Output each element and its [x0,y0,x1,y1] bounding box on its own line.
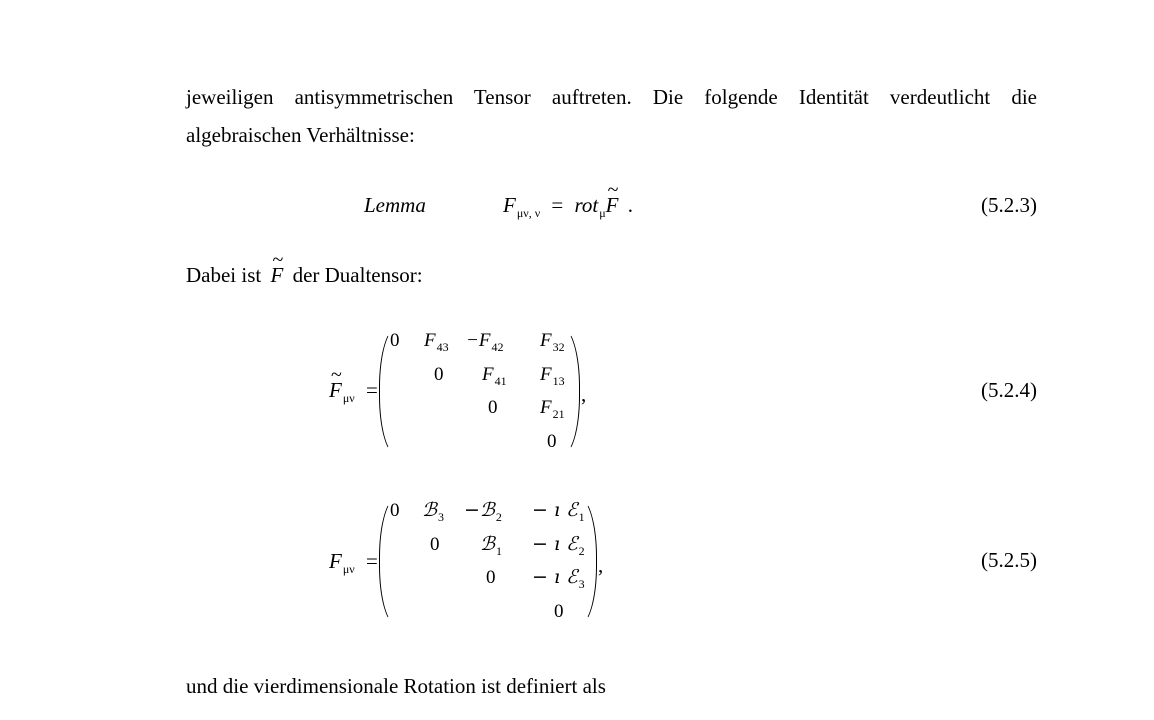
eq4-end: , [581,382,587,406]
equation-5-2-5-lhs [329,549,378,576]
m5-r1-c4: − ı ℰ$_1$ [532,499,585,524]
eq5-end: , [598,553,604,577]
equation-number-5-2-4: (5.2.4) [981,378,1037,402]
paragraph-line-1: jeweiligen antisymmetrischen Tensor auftreten. Die folgende Identität verdeutlicht die [186,85,1037,109]
m4-r2-c4: $F_{13}$ [540,364,565,388]
paragraph-2-after: der Dualtensor: [292,263,423,287]
eq5-lhs-sub: μν [342,562,355,576]
eq5-equals: = [365,549,378,573]
m5-r2-c2: 0 [430,534,440,555]
m4-r1-c1: 0 [390,330,400,351]
eq-equals: = [551,193,564,217]
eq-rhs-term: ~ F [606,195,619,216]
equation-number-5-2-3: (5.2.3) [981,193,1037,217]
eq-lhs-sub: μν, ν [516,206,541,220]
paragraph-3: und die vierdimensionale Rotation ist definiert als [186,674,606,698]
dual-tensor-symbol: ~ F [270,265,283,286]
equation-number-5-2-5: (5.2.5) [981,548,1037,572]
m5-r1-c1: 0 [390,500,400,521]
m5-r4-c4: 0 [554,601,564,622]
eq4-lhs-sub: μν [342,391,355,405]
paragraph-2-before: Dabei ist [186,263,262,287]
paragraph-line-2: algebraischen Verhältnisse: [186,123,415,147]
equation-5-2-3 [503,193,633,220]
eq-lhs: F [503,193,516,217]
m5-r3-c3: 0 [486,567,496,588]
m4-r1-c3: $-F_{42}$ [466,330,504,354]
m4-r1-c4: $F_{32}$ [540,330,565,354]
eq4-equals: = [365,378,378,402]
m5-r2-c3: ℬ$_1$ [480,533,502,558]
m4-r3-c3: 0 [488,397,498,418]
eq-end: . [627,193,633,217]
paragraph-2 [186,265,423,286]
eq-rhs-sub: μ [599,206,606,220]
m4-r1-c2: $F_{43}$ [424,330,449,354]
m4-r2-c2: 0 [434,364,444,385]
m5-r2-c4: − ı ℰ$_2$ [532,533,585,558]
m4-r2-c3: $F_{41}$ [482,364,507,388]
m5-r3-c4: − ı ℰ$_3$ [532,566,585,591]
lemma-label: Lemma [364,193,426,217]
m5-r1-c2: ℬ$_3$ [422,499,444,524]
m4-r4-c4: 0 [547,431,557,452]
equation-5-2-4-lhs [329,378,378,405]
eq5-lhs: F [329,549,342,573]
eq4-lhs: ~ F [329,380,342,401]
eq-rhs: rot [574,193,599,217]
m5-r1-c3: −ℬ$_2$ [464,499,502,524]
m4-r3-c4: $F_{21}$ [540,397,565,421]
